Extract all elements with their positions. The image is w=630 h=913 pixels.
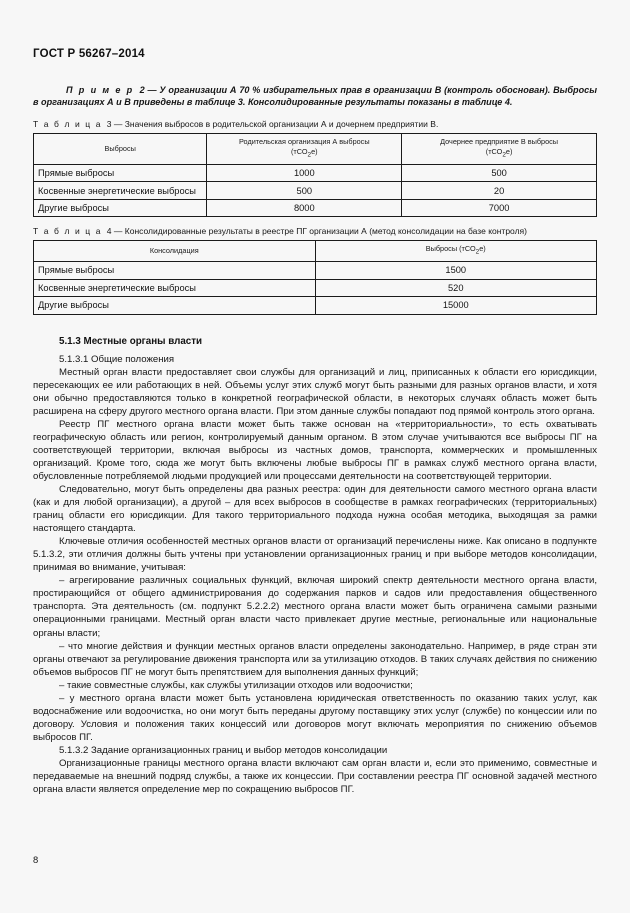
table3-header-row xyxy=(34,133,597,164)
page-number: 8 xyxy=(33,854,39,865)
closing-paragraph: Организационные границы местного органа власти включают сам орган власти и, если это применимо, совместные и передаваемые на внешний подряд службы, а также их концессии. При составлении реестра ПГ основной задачей местного органа власти является определение мер по сокращению выбросов ПГ. xyxy=(33,757,597,796)
example-label: П р и м е р xyxy=(66,85,134,95)
table4-header-row xyxy=(34,241,597,262)
section-heading xyxy=(33,335,597,349)
table3-header-subsidiary: Дочернее предприятие В выбросы (тСО2е) xyxy=(402,133,597,164)
table-consolidated-results xyxy=(33,240,597,314)
bullet-item-1: – агрегирование различных социальных функций, включая широкий спектр деятельности местного органа власти, простирающийся от общего администрирования до содержания парков и садов или предоставления общественного транспорта. Эта деятельность (см. подпункт 5.2.2.2) местного органа власти может быть ограничена самыми разными операционными границами. Местный орган власти часто привлекает другие местные, региональные или национальные органы власти; xyxy=(33,575,597,639)
table-row xyxy=(34,182,597,200)
table4-caption xyxy=(33,226,597,238)
table4-row0-label: Прямые выбросы xyxy=(34,262,316,280)
table4-row1-label: Косвенные энергетические выбросы xyxy=(34,279,316,297)
section-title: Местные органы власти xyxy=(83,335,203,347)
subscript-two: 2 xyxy=(475,248,480,256)
bullet-item-4: – у местного органа власти может быть установлена юридическая ответственность по оказанию таких услуг, как водоснабжение или водоочистка, но они могут быть переданы другому поставщику этих услуг (службе) по концессии или по договору. Условия и положения таких концессий или договоров могут включать мероприятия по снижению объемов выбросов ПГ. xyxy=(33,692,597,743)
table-row xyxy=(34,164,597,182)
paragraph-3: Следовательно, могут быть определены два разных реестра: один для деятельности самого местного органа власти (как и для любой организации), а другой – для всех выбросов в сообществе в рамках географических (территориальных) границ области его юрисдикции. Для такого территориального подхода нужна особая методика, выходящая за рамки настоящего стандарта. xyxy=(33,483,597,535)
example-number: 2 xyxy=(139,85,145,95)
example-text: — У организации А 70 % избирательных прав в организации В (контроль обоснован). Выбросы в организациях А и В приведены в таблице 3. Консолидированные результаты показаны в таблице 4. xyxy=(33,85,597,108)
table3-header-parent: Родительская организация А выбросы (тСО2е) xyxy=(207,133,402,164)
table4-caption-label: Т а б л и ц а xyxy=(33,226,103,237)
table3-row1-subsidiary: 20 xyxy=(402,182,597,200)
page-content-area xyxy=(33,0,597,913)
table3-row2-subsidiary: 7000 xyxy=(402,199,597,217)
subscript-two: 2 xyxy=(502,151,506,159)
table-emissions-parent-subsidiary xyxy=(33,133,597,217)
table4-header-emissions: Выбросы (тСО2е) xyxy=(315,241,597,262)
table3-row0-subsidiary: 500 xyxy=(402,164,597,182)
table3-caption-label: Т а б л и ц а xyxy=(33,118,103,129)
table3-row0-parent: 1000 xyxy=(207,164,402,182)
table3-row0-label: Прямые выбросы xyxy=(34,164,207,182)
paragraph-2: Реестр ПГ местного органа власти может быть также основан на «территориальности», то есть охватывать географическую область или регион, контролируемый данным органом. В этом случае учитываются все выбросы ПГ на соответствующей территории, включая выбросы из частных домов, транспорта, коммерческих и промышленных организаций. Кроме того, сюда же могут быть включены любые выбросы ПГ в рамках служб местного органа власти, обусловленные потребляемой людьми продукцией или процессами деятельности на соответствующей территории. xyxy=(33,418,597,482)
table3-header-emissions: Выбросы xyxy=(34,133,207,164)
table4-header-consolidation: Консолидация xyxy=(34,241,316,262)
table3-row2-parent: 8000 xyxy=(207,199,402,217)
table3-row2-label: Другие выбросы xyxy=(34,199,207,217)
subclause-5131-heading: 5.1.3.1 Общие положения xyxy=(59,353,175,365)
table4-row0-value: 1500 xyxy=(315,262,597,280)
table3-caption-text: — Значения выбросов в родительской организации А и дочернем предприятии В. xyxy=(113,118,439,129)
table4-caption-number: 4 xyxy=(106,226,112,237)
table3-caption-number: 3 xyxy=(106,118,112,129)
spacer xyxy=(33,324,597,335)
page-body xyxy=(33,84,597,796)
document-header: ГОСТ Р 56267–2014 xyxy=(33,48,145,60)
table3-header-subsidiary-text: Дочернее предприятие В выбросы xyxy=(440,136,559,146)
table-row xyxy=(34,279,597,297)
table-row xyxy=(34,297,597,315)
table-row xyxy=(34,199,597,217)
table3-caption xyxy=(33,119,597,131)
subclause-5132-heading: 5.1.3.2 Задание организационных границ и выбор методов консолидации xyxy=(59,744,388,756)
table3-row1-label: Косвенные энергетические выбросы xyxy=(34,182,207,200)
table-row xyxy=(34,262,597,280)
paragraph-1: Местный орган власти предоставляет свои службы для организаций и лиц, приписанных к области его юрисдикции, пересекающих ее или работающих в ней. Объемы услуг этих служб могут быть разными для разных органов власти, и хотя они обычно предоставляются только в конкретной географической области, в некоторых случаях область может быть расширена на сферу другого местного органа власти. При этом данные службы попадают под прямой контроль этого органа. xyxy=(33,366,597,417)
table4-row1-value: 520 xyxy=(315,279,597,297)
subscript-two: 2 xyxy=(307,151,312,159)
bullet-item-2: – что многие действия и функции местных органов власти определены законодательно. Например, в ряде стран эти органы отвечают за регулирование движения транспорта или за утилизацию отходов. В таких случаях действия по снижению объемов выбросов ПГ не могут быть препятствием для выполнения данных функций; xyxy=(33,640,597,678)
paragraph-4: Ключевые отличия особенностей местных органов власти от организаций перечислены ниже. Как описано в подпункте 5.1.3.2, эти отличия должны быть учтены при установлении организационных границ и при выборе методов консолидации, принимая во внимание, учитывая: xyxy=(33,536,597,574)
table4-caption-text: — Консолидированные результаты в реестре ПГ организации А (метод консолидации на базе контроля) xyxy=(113,226,527,237)
section-number: 5.1.3 xyxy=(59,335,81,347)
bullet-item-3: – такие совместные службы, как службы утилизации отходов или водоочистки; xyxy=(59,679,413,691)
example-note xyxy=(33,84,597,109)
table4-row2-value: 15000 xyxy=(315,297,597,315)
table3-row1-parent: 500 xyxy=(207,182,402,200)
table3-header-parent-text: Родительская организация А выбросы xyxy=(239,136,370,146)
table4-row2-label: Другие выбросы xyxy=(34,297,316,315)
